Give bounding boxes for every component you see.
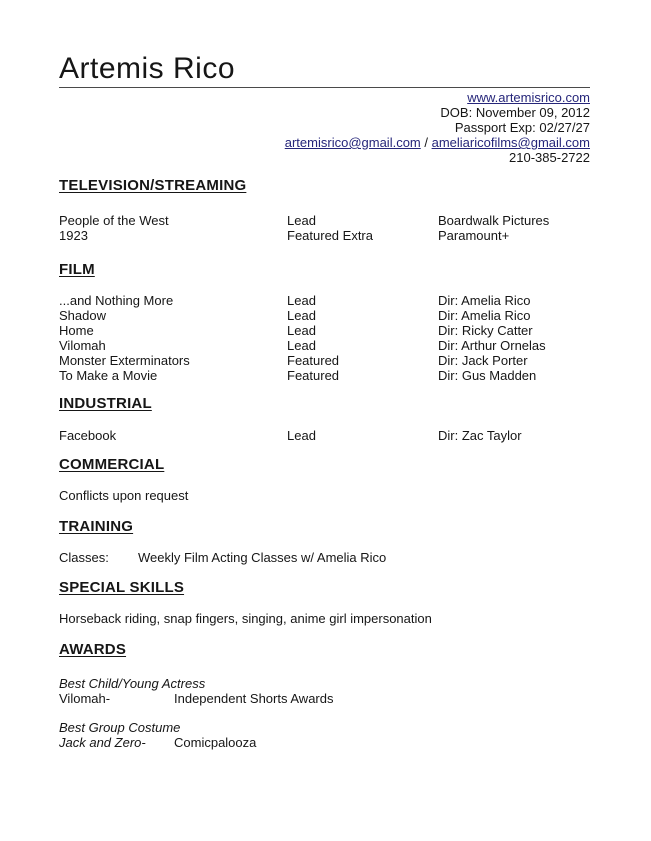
award-category: Best Group Costume (59, 720, 181, 735)
credit-row (59, 353, 590, 368)
website-link[interactable]: www.artemisrico.com (467, 90, 590, 105)
credit-company: Paramount+ (438, 228, 510, 243)
name-title: Artemis Rico (59, 52, 590, 88)
credit-title: 1923 (59, 228, 88, 243)
resume-header (59, 52, 590, 165)
credit-company: Dir: Zac Taylor (438, 428, 522, 443)
award-row (59, 735, 590, 750)
section-television (59, 178, 590, 243)
credit-row (59, 338, 590, 353)
credit-company: Dir: Amelia Rico (438, 308, 531, 323)
film-rows (59, 293, 590, 383)
website-line (59, 90, 590, 105)
email-line (59, 135, 590, 150)
section-film (59, 262, 590, 383)
credit-company: Dir: Gus Madden (438, 368, 537, 383)
award-venue: Comicpalooza (174, 735, 257, 750)
section-special-skills (59, 580, 590, 626)
credit-company: Boardwalk Pictures (438, 213, 550, 228)
credit-role: Lead (287, 338, 316, 353)
credit-company: Dir: Ricky Catter (438, 323, 533, 338)
credit-row (59, 323, 590, 338)
credit-title: People of the West (59, 213, 169, 228)
section-heading-commercial: COMMERCIAL (59, 456, 165, 473)
credit-row (59, 308, 590, 323)
section-heading-awards: AWARDS (59, 641, 127, 658)
credit-title: Shadow (59, 308, 106, 323)
training-label: Classes: (59, 550, 109, 565)
section-heading-special-skills: SPECIAL SKILLS (59, 579, 185, 596)
award-venue: Independent Shorts Awards (174, 691, 334, 706)
credit-role: Featured (287, 368, 340, 383)
section-heading-film: FILM (59, 261, 95, 278)
section-heading-industrial: INDUSTRIAL (59, 395, 152, 412)
credit-title: Monster Exterminators (59, 353, 190, 368)
credit-title: Facebook (59, 428, 117, 443)
section-heading-training: TRAINING (59, 518, 134, 535)
dob-line: DOB: November 09, 2012 (440, 105, 590, 120)
award-item (59, 676, 590, 706)
credit-role: Lead (287, 323, 316, 338)
credit-role: Lead (287, 308, 316, 323)
email-link-primary[interactable]: artemisrico@gmail.com (284, 135, 421, 150)
credit-role: Lead (287, 428, 316, 443)
credit-role: Lead (287, 213, 316, 228)
training-row (59, 550, 590, 565)
credit-company: Dir: Amelia Rico (438, 293, 531, 308)
credit-row (59, 213, 590, 228)
training-value: Weekly Film Acting Classes w/ Amelia Rico (138, 550, 387, 565)
credit-row (59, 428, 590, 443)
credit-company: Dir: Arthur Ornelas (438, 338, 546, 353)
industrial-rows (59, 428, 590, 443)
award-item (59, 720, 590, 750)
award-row (59, 691, 590, 706)
section-heading-television: TELEVISION/STREAMING (59, 177, 247, 194)
television-rows (59, 213, 590, 243)
section-awards (59, 642, 590, 750)
email-link-secondary[interactable]: ameliaricofilms@gmail.com (431, 135, 590, 150)
credit-title: To Make a Movie (59, 368, 158, 383)
award-category: Best Child/Young Actress (59, 676, 206, 691)
credit-row (59, 293, 590, 308)
passport-line: Passport Exp: 02/27/27 (454, 120, 590, 135)
credit-role: Featured Extra (287, 228, 373, 243)
credit-role: Lead (287, 293, 316, 308)
section-commercial (59, 457, 590, 503)
credit-row (59, 368, 590, 383)
email-separator: / (420, 135, 432, 150)
credit-title: Home (59, 323, 94, 338)
award-work: Vilomah- (59, 691, 111, 706)
credit-title: Vilomah (59, 338, 106, 353)
section-training (59, 519, 590, 565)
section-industrial (59, 396, 590, 443)
credit-role: Featured (287, 353, 340, 368)
credit-row (59, 228, 590, 243)
commercial-text: Conflicts upon request (59, 488, 189, 503)
award-work: Jack and Zero- (59, 735, 146, 750)
credit-company: Dir: Jack Porter (438, 353, 528, 368)
contact-block (59, 90, 590, 165)
phone-line: 210-385-2722 (509, 150, 590, 165)
credit-title: ...and Nothing More (59, 293, 174, 308)
special-skills-text: Horseback riding, snap fingers, singing, anime girl impersonation (59, 611, 432, 626)
